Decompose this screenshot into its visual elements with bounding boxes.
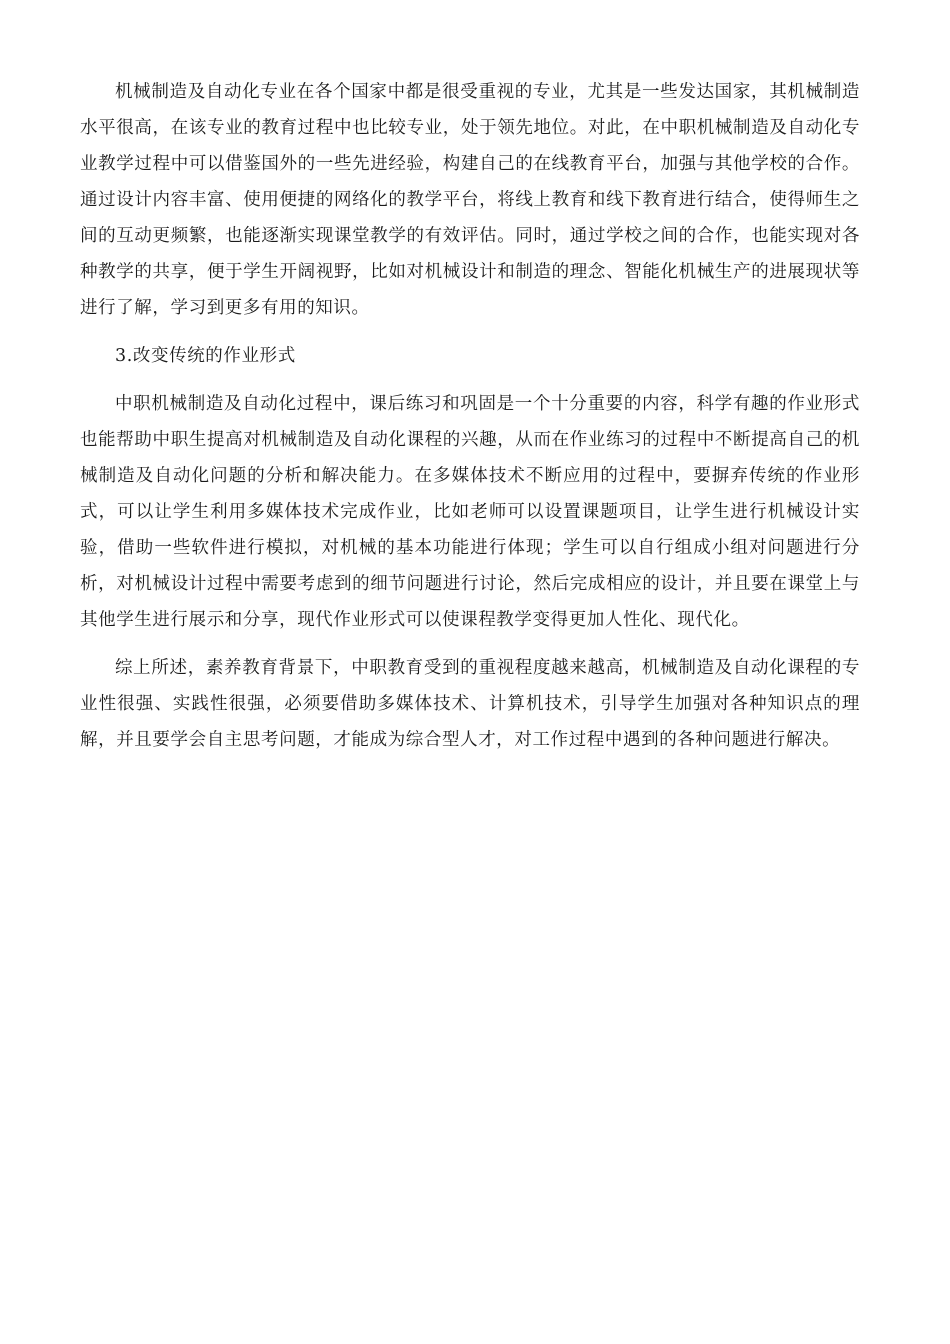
paragraph-conclusion: 综上所述，素养教育背景下，中职教育受到的重视程度越来越高，机械制造及自动化课程的专业性很强、实践性很强，必须要借助多媒体技术、计算机技术，引导学生加强对各种知识点的理解，并且要学会自主思考问题，才能成为综合型人才，对工作过程中遇到的各种问题进行解决。 — [80, 658, 860, 750]
paragraph-international-experience: 机械制造及自动化专业在各个国家中都是很受重视的专业，尤其是一些发达国家，其机械制造水平很高，在该专业的教育过程中也比较专业，处于领先地位。对此，在中职机械制造及自动化专业教学过程中可以借鉴国外的一些先进经验，构建自己的在线教育平台，加强与其他学校的合作。通过设计内容丰富、使用便捷的网络化的教学平台，将线上教育和线下教育进行结合，使得师生之间的互动更频繁，也能逐渐实现课堂教学的有效评估。同时，通过学校之间的合作，也能实现对各种教学的共享，便于学生开阔视野，比如对机械设计和制造的理念、智能化机械生产的进展现状等进行了解，学习到更多有用的知识。 — [80, 82, 860, 318]
section-heading: 3.改变传统的作业形式 — [115, 346, 296, 366]
document-page — [80, 74, 860, 758]
paragraph-homework-form: 中职机械制造及自动化过程中，课后练习和巩固是一个十分重要的内容，科学有趣的作业形式也能帮助中职生提高对机械制造及自动化课程的兴趣，从而在作业练习的过程中不断提高自己的机械制造及自动化问题的分析和解决能力。在多媒体技术不断应用的过程中，要摒弃传统的作业形式，可以让学生利用多媒体技术完成作业，比如老师可以设置课题项目，让学生进行机械设计实验，借助一些软件进行模拟，对机械的基本功能进行体现；学生可以自行组成小组对问题进行分析，对机械设计过程中需要考虑到的细节问题进行讨论，然后完成相应的设计，并且要在课堂上与其他学生进行展示和分享，现代作业形式可以使课程教学变得更加人性化、现代化。 — [80, 394, 860, 630]
